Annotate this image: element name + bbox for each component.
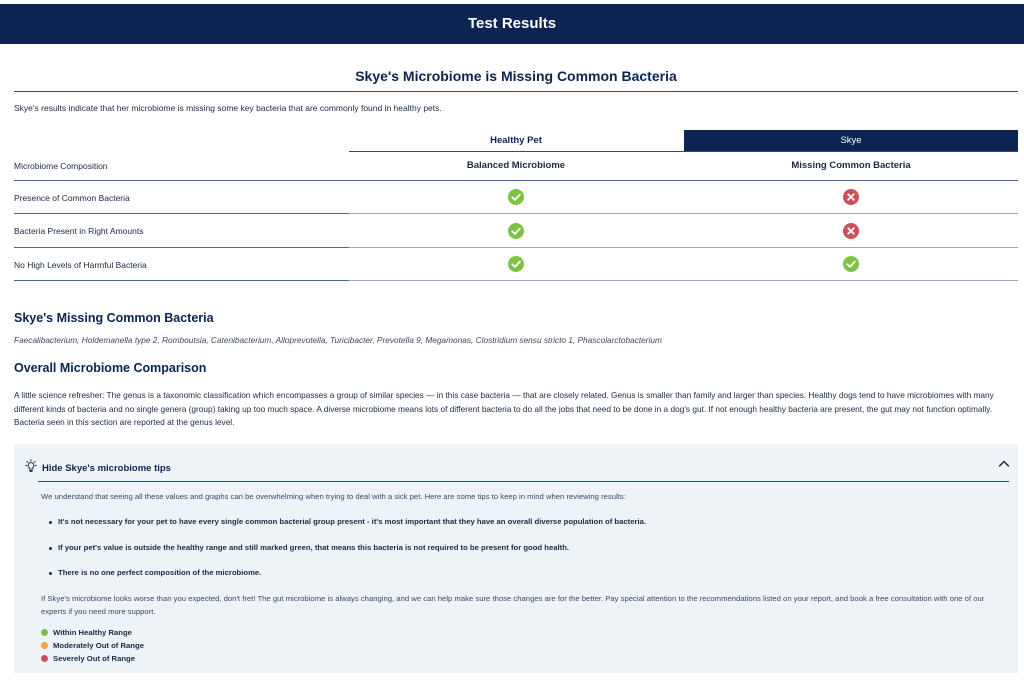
row-label-presence: Presence of Common Bacteria xyxy=(14,193,130,203)
missing-bacteria-heading: Skye's Missing Common Bacteria xyxy=(14,311,214,325)
tip-item: There is no one perfect composition of the microbiome. xyxy=(49,568,261,577)
check-circle-icon xyxy=(349,188,683,206)
x-circle-icon xyxy=(684,188,1018,206)
page-header: Test Results xyxy=(0,4,1024,44)
healthy-composition-value: Balanced Microbiome xyxy=(466,160,566,171)
row-label-harmful: No High Levels of Harmful Bacteria xyxy=(14,260,147,270)
row-label-composition: Microbiome Composition xyxy=(14,161,108,171)
skye-composition-value: Missing Common Bacteria xyxy=(791,160,911,171)
row-divider xyxy=(349,280,1018,281)
check-circle-icon xyxy=(349,255,683,273)
legend-item-severely-out: Severely Out of Range xyxy=(41,654,135,663)
tips-outro: If Skye's microbiome looks worse than you expected, don't fret! The gut microbiome is always changing, and we can help make sure those changes are for the better. Pay special attention to the recommendations listed on your report, and book a free consultation with one of our experts if you need more support. xyxy=(41,594,985,616)
row-divider xyxy=(14,180,1018,181)
legend-item-moderately-out: Moderately Out of Range xyxy=(41,641,144,650)
check-circle-icon xyxy=(684,255,1018,273)
legend-item-within-range: Within Healthy Range xyxy=(41,628,132,637)
tips-panel xyxy=(14,444,1018,673)
tips-toggle[interactable] xyxy=(24,459,171,478)
tips-toggle-label: Hide Skye's microbiome tips xyxy=(42,463,171,474)
tip-item: It's not necessary for your pet to have every single common bacterial group present - it's most important that they have an overall diverse population of bacteria. xyxy=(49,517,646,526)
chevron-up-icon[interactable] xyxy=(997,457,1011,471)
column-header-skye: Skye xyxy=(684,130,1018,151)
overall-comparison-heading: Overall Microbiome Comparison xyxy=(14,361,207,375)
tips-divider xyxy=(38,481,1009,482)
column-header-divider xyxy=(349,151,1018,152)
summary-heading: Skye's Microbiome is Missing Common Bacteria xyxy=(355,68,677,84)
row-divider xyxy=(14,247,349,248)
row-divider xyxy=(349,213,1018,214)
row-divider xyxy=(14,213,349,214)
red-dot-icon xyxy=(41,655,48,662)
overall-comparison-text: A little science refresher: The genus is a taxonomic classification which encompasses a group of similar species — in this case bacteria — that are closely related. Genus is smaller than family and larger than species. Healthy dogs tend to have microbiomes with many different kinds of bacteria and no single genera (group) taking up too much space. A diverse microbiome means lots of different bacteria to do all the jobs that need to be done in a dog's gut. If not enough healthy bacteria are present, the gut may not function optimally. Bacteria seen in this section are reported at the genus level. xyxy=(14,390,994,427)
row-divider xyxy=(14,280,349,281)
green-dot-icon xyxy=(41,629,48,636)
column-header-healthy-pet: Healthy Pet xyxy=(490,135,542,146)
missing-bacteria-list: Faecalibacterium, Holdemanella type 2, Romboutsia, Catenibacterium, Alloprevotella, Turicibacter, Prevotella 9, Megamonas, Clostridium sensu stricto 1, Phascolarctobacterium xyxy=(14,335,662,345)
check-circle-icon xyxy=(349,222,683,240)
heading-divider xyxy=(14,91,1018,92)
tip-item: If your pet's value is outside the healthy range and still marked green, that means this bacteria is not required to be present for good health. xyxy=(49,543,569,552)
tips-intro: We understand that seeing all these values and graphs can be overwhelming when trying to deal with a sick pet. Here are some tips to keep in mind when reviewing results: xyxy=(41,492,626,501)
x-circle-icon xyxy=(684,222,1018,240)
lightbulb-icon xyxy=(24,459,38,478)
row-label-amounts: Bacteria Present in Right Amounts xyxy=(14,226,144,236)
summary-intro: Skye's results indicate that her microbiome is missing some key bacteria that are commonly found in healthy pets. xyxy=(14,103,442,113)
row-divider xyxy=(349,247,1018,248)
orange-dot-icon xyxy=(41,642,48,649)
